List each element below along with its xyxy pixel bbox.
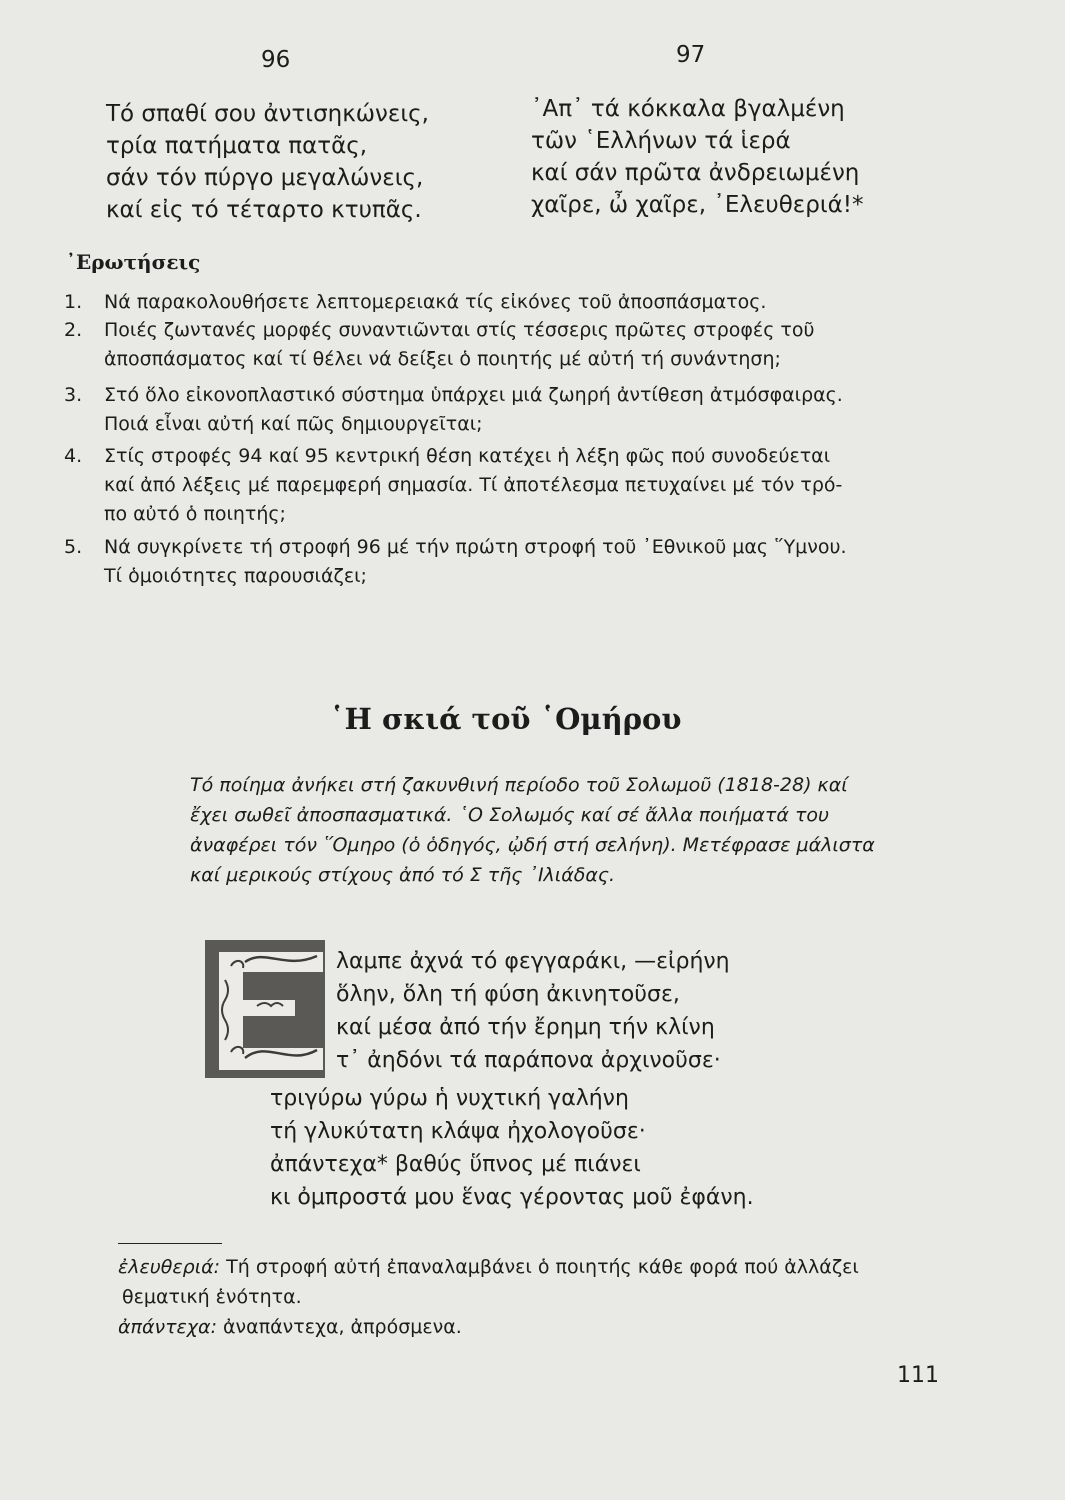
scroll-ornament-icon <box>205 940 325 1078</box>
stanza-96 <box>106 98 429 226</box>
poem-line: ὅλην, ὅλη τή φύση ἀκινητοῦσε, <box>336 982 680 1007</box>
question-number: 1. <box>64 291 83 313</box>
intro-line: ἀναφέρει τόν ῞Ομηρο (ὁ ὁδηγός, ᾠδή στή σελήνη). Μετέφρασε μάλιστα <box>190 834 875 856</box>
poem-full-lines <box>270 1082 754 1214</box>
stanza-97 <box>531 93 864 221</box>
question-line: ἀποσπάσματος καί τί θέλει νά δείξει ὁ ποιητής μέ αὐτή τή συνάντηση; <box>104 348 781 370</box>
stanza-line: τῶν ῾Ελλήνων τά ἱερά <box>531 128 791 154</box>
stanza-line: ᾿Απ᾿ τά κόκκαλα βγαλμένη <box>531 96 845 122</box>
intro-line: ἔχει σωθεῖ ἀποσπασματικά. ῾Ο Σολωμός καί σέ ἄλλα ποιήματά του <box>190 804 829 826</box>
footnotes <box>118 1252 998 1342</box>
question-line: Ποιά εἶναι αὐτή καί πῶς δημιουργεῖται; <box>104 413 483 435</box>
stanza-line: σάν τόν πύργο μεγαλώνεις, <box>106 165 424 191</box>
intro-line: καί μερικούς στίχους ἀπό τό Σ τῆς ᾿Ιλιάδας. <box>190 864 616 886</box>
footnote-rule <box>118 1243 222 1244</box>
stanza-line: Τό σπαθί σου ἀντισηκώνεις, <box>106 101 429 127</box>
question-line: Τί ὁμοιότητες παρουσιάζει; <box>104 565 367 587</box>
poem-line: καί μέσα ἀπό τήν ἔρημη τήν κλίνη <box>336 1015 715 1040</box>
poem-intro <box>190 770 875 890</box>
poem-line: τή γλυκύτατη κλάψα ἠχολογοῦσε· <box>270 1119 646 1144</box>
question-line: πο αὐτό ὁ ποιητής; <box>104 503 286 525</box>
question-line: Νά παρακολουθήσετε λεπτομερειακά τίς εἰκόνες τοῦ ἀποσπάσματος. <box>104 291 767 313</box>
poem-line: κι ὀμπροστά μου ἕνας γέροντας μοῦ ἐφάνη. <box>270 1185 754 1210</box>
question-number: 2. <box>64 319 83 341</box>
poem-line: λαμπε ἀχνά τό φεγγαράκι, —εἰρήνη <box>336 949 730 974</box>
poem-line: ἀπάντεχα* βαθύς ὕπνος μέ πιάνει <box>270 1152 641 1177</box>
stanza-line: καί σάν πρῶτα ἀνδρειωμένη <box>531 160 860 186</box>
footnote-term: ἀπάντεχα: <box>118 1316 217 1338</box>
poem-indented-lines <box>336 945 730 1077</box>
questions-heading: ᾿Ερωτήσεις <box>66 250 201 274</box>
question-line: Στίς στροφές 94 καί 95 κεντρική θέση κατέχει ἡ λέξη φῶς πού συνοδεύεται <box>104 445 831 467</box>
question-number: 5. <box>64 536 83 558</box>
question-line: Ποιές ζωντανές μορφές συναντιῶνται στίς τέσσερις πρῶτες στροφές τοῦ <box>104 319 815 341</box>
stanza-line: χαῖρε, ὦ χαῖρε, ᾿Ελευθεριά!* <box>531 192 864 218</box>
initial-letter <box>205 940 206 941</box>
footnote-text: ἀναπάντεχα, ἀπρόσμενα. <box>223 1316 462 1338</box>
question-number: 3. <box>64 384 83 406</box>
footnote-text: Τή στροφή αὐτή ἐπαναλαμβάνει ὁ ποιητής κάθε φορά πού ἀλλάζει <box>226 1256 859 1278</box>
question-number: 4. <box>64 445 83 467</box>
intro-line: Τό ποίημα ἀνήκει στή ζακυνθινή περίοδο τοῦ Σολωμοῦ (1818-28) καί <box>190 774 848 796</box>
stanza-line: καί εἰς τό τέταρτο κτυπᾶς. <box>106 197 422 223</box>
question-line: Νά συγκρίνετε τή στροφή 96 μέ τήν πρώτη στροφή τοῦ ᾿Εθνικοῦ μας ῞Υμνου. <box>104 536 847 558</box>
question-line: καί ἀπό λέξεις μέ παρεμφερή σημασία. Τί ἀποτέλεσμα πετυχαίνει μέ τόν τρό- <box>104 474 843 496</box>
folio-number: 111 <box>897 1363 939 1388</box>
left-page-number: 96 <box>261 47 291 73</box>
right-page-number: 97 <box>676 42 706 68</box>
footnote <box>118 1252 998 1282</box>
decorated-initial <box>205 940 325 1078</box>
footnote-continuation: θεματική ἑνότητα. <box>122 1286 302 1308</box>
question-line: Στό ὅλο εἰκονοπλαστικό σύστημα ὑπάρχει μιά ζωηρή ἀντίθεση ἀτμόσφαιρας. <box>104 384 843 406</box>
poem-title: ῾Η σκιά τοῦ ῾Ομήρου <box>330 702 682 736</box>
stanza-line: τρία πατήματα πατᾶς, <box>106 133 368 159</box>
footnote <box>118 1312 998 1342</box>
poem-line: τ᾿ ἀηδόνι τά παράπονα ἀρχινοῦσε· <box>336 1048 721 1073</box>
poem-line: τριγύρω γύρω ἡ νυχτική γαλήνη <box>270 1086 629 1111</box>
footnote-term: ἐλευθεριά: <box>118 1256 221 1278</box>
